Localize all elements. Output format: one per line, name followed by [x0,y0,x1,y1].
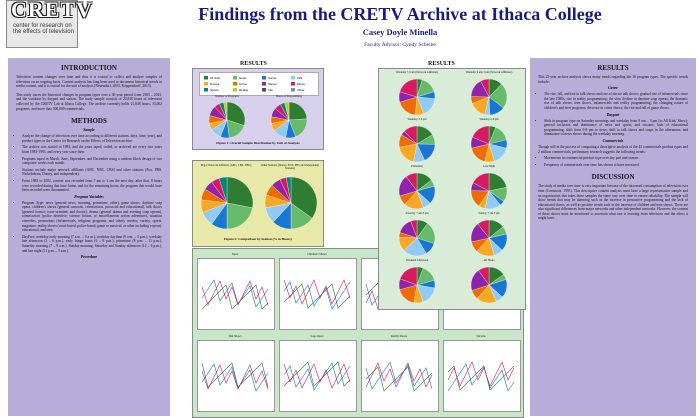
series-line [202,363,268,387]
figure-2-mini-title-2: Other Stations (Disney, FOX, PBS and Independent Stations) [260,164,320,170]
daypart-pie [397,171,437,211]
list-item: • The rise, fall, and rise in talk shows and rise of doctor talk shows; gradual rise of infomercials since the late 1980s; rise in reality programming; the slow decline in daytime soap operas; the dramatic rise of talk shows, teen shows, infomercials and reality programming; the changing nature of children's and teen programs; decrease in crime shows; the rise and fall of game shows. [544,92,688,110]
intro-paragraph-1: Television content changes over time and thus it is crucial to collect and analyze samples of television on an ongoing basis. Content analysis has long been used to document historical trends in media content, and it is crucial for the unit of analysis (Neuendorf, 2003; Krippendorff, 2013). [16,75,162,89]
results-heading-right: RESULTS [428,61,455,67]
legend-label: Game [268,76,277,80]
line-chart [197,340,275,412]
line-chart [443,340,521,412]
daypart-pie [469,171,509,211]
list-item: • Programs taped in March, June, September, and December using a random block design of two composite weeks each month. [22,157,162,166]
methods-heading: METHODS [71,117,107,126]
daypart-pie-title: Weekend Afternoon [405,259,429,262]
daypart-pie [469,124,509,164]
legend-swatch [233,82,237,86]
legend-swatch [262,82,266,86]
commercials-subheading: Commercials [602,138,624,143]
logo-subtitle: center for research on the effects of television [13,23,74,35]
program-variables-subheading: Program Variables [74,194,104,199]
figure-1-mini-title-2: Hours of Programming [276,95,302,98]
list-item: • DayPart: weekday early morning (7 a.m. – 9 a.m.), weekday daytime (9 a.m. – 3 p.m.), weekday late afternoon (3 – 6 p.m.), early fringe hours (6 – 8 p.m.), primetime (8 p.m. – 11 p.m.), Saturday morning (7 – 9 a.m.), Sunday morning, Saturday and Sunday afternoon (12 – 6 p.m.), and late night (11 p.m. – 3 a.m.). [22,235,162,253]
legend-label: Drama [210,82,220,86]
daypart-pie [469,77,509,117]
legend-swatch [291,88,295,92]
legend-label: All Kids [210,76,221,80]
introduction-heading: INTRODUCTION [60,64,117,72]
line-chart [279,340,357,412]
results-heading-left: RESULTS [240,61,267,67]
list-item: • Stations include major network affiliates (ABC, NBC, CBS) and other stations (Fox, PBS, Nickelodeon, Disney, and independent). [22,168,162,177]
series-line [202,364,268,391]
sample-subheading: Sample [83,128,95,133]
figure-1 [192,68,324,150]
pie-chart-other [263,175,319,231]
right-column [530,58,696,416]
discussion-heading: DISCUSSION [591,173,635,182]
legend-swatch [204,88,208,92]
legend-swatch [233,76,237,80]
daypart-pie-title: Saturday 7 am-3 pm [405,212,429,215]
daypart-pie [469,265,509,305]
figure-2-caption: Figure 2: Comparison by Station (% in Hours) [224,237,292,241]
genre-list [530,92,696,110]
daypart-pie-title: Weekday 6-8 pm [479,118,499,121]
legend-swatch [262,76,266,80]
daypart-pie-title: Sunday 7 am-3 pm [478,212,500,215]
line-chart-title: Soap Opera [310,335,324,338]
poster-author: Casey Doyle Minella [362,27,438,37]
pie-chart-programs [201,100,253,140]
figure-2-mini-title-1: Major Network Affiliates (ABC, CBS, NBC) [200,164,252,167]
legend-swatches [200,73,318,95]
results-heading: RESULTS [597,64,629,72]
legend-swatch [291,82,295,86]
line-chart-title: News [231,253,239,256]
line-chart-title: Children's Shows [307,253,327,256]
legend-label: Talk [297,76,303,80]
intro-paragraph-2: This study traces the historical changes in program types over a 30-year period from 1983 – 2013, and the variation by daypart and station. The study sample consists of 20,818 hours of television collected by the CRETV Lab at Ithaca College. The archive currently holds 21,848 hours, 33,002 programs, and more than 500,000 commercials. [16,92,162,111]
daypart-pie-title: Late Night [482,165,496,168]
daypart-pie-title: Weekday 7-9 am (Network Affiliates) [395,71,439,74]
poster-advisor: Faculty Advisor: Cyndy Scheibe [364,42,436,48]
list-item: • The archive was started in 1983, and the years taped, coded, or archived are every two years from 1983-1993, and every year since then. [22,145,162,154]
procedure-subheading: Procedure [80,255,98,260]
line-chart-title: Reality Shows [390,335,408,338]
legend-label: Movie [297,82,306,86]
line-chart [197,258,275,330]
daypart-pie-title: All Hours [483,259,495,262]
legend-label: Sitcom [268,82,278,86]
daypart-pie-title: Weekday 3-6 pm [407,118,427,121]
daypart-pie [397,265,437,305]
list-item: • Shift in program type on Saturday mornings and weekday from 9 am – 3 pm (to All Kids' Show); general inclusion and dominance of news and sports, and sitcoms; lack of educational programming; shift from 6-8 pm to news; shift to talk shows and soaps in the afternoons; and dominance of news shows during the weekday morning. [544,119,688,137]
figure-2 [192,160,324,247]
line-chart-plot [198,341,274,411]
poster-header [0,0,700,58]
legend-swatch [262,88,266,92]
list-item: • Program Type: news (general news, morning, primetime, other), game shows, daytime soap opera, children's shows (general cartoons, crime/action, prosocial and educational), talk shows (general format; issue-oriented; and doctor), drama (general drama and evening soap operas), crime/action (police detective, science fiction, or miscellaneous action adventure), situation comedies, promotions (infomercials, religious programs, and other), movies, variety, sports, magazine, reality shows (court-based, police-based, game or survival, or other including voyeur), educational, and teen. [22,201,162,233]
list-item: • Analyze the change of television over time according to different stations, days, time, year), and product types in the Center for Research on the Effects of Television archive. [22,134,162,143]
line-chart-plot [198,259,274,329]
discussion-paragraph: The study of media over time is very important because of the increased consumption of television over time (Comstock, 1991). This descriptive content analysis must have a large representative sample and an organization that takes these samples the same way over time to ensure reliability. The sample will show trends that may be alarming such as the increase in persuasive programming and the lack of educational shows, as well as positive trends such as the increase of children and teen shows. There are also significant differences from major networks and other independent networks. However, the content of these shows must be monitored to ascertain what one is learning from television and the effect it might have. [538,184,688,221]
figure-4 [378,68,526,310]
legend-label: Info [268,88,274,92]
legend-swatch [233,88,237,92]
commercials-intro: Though still in the process of computing a descriptive analysis of the 45 commercials product types and 2 million commercials, preliminary research suggests the following trends: [538,144,688,154]
sample-list [8,134,170,193]
line-chart-plot [280,259,356,329]
daypart-pie [397,218,437,258]
legend-label: Other [297,88,305,92]
list-item: • From 1983 to 2002, content was recorded from 7 am to 3 am the next day; after that, 8 hours were recorded during that time frame, and for the remaining hours, the program that would have been recorded were documented. [22,179,162,193]
daypart-list [530,119,696,137]
figure-1-caption: Figure 1: Overall Sample Distribution by Unit of Analysis [216,141,300,145]
daypart-pie-title: Primetime [411,165,423,168]
series-line [284,282,350,309]
daypart-subheading: Daypart [606,112,620,117]
commercials-list [530,156,696,167]
daypart-pie [469,218,509,258]
legend-swatch [204,82,208,86]
poster-title: Findings from the CRETV Archive at Ithaca College [198,4,602,24]
daypart-pie [397,77,437,117]
pie-slice [227,177,253,208]
legend-label: Reality [239,88,249,92]
results-intro: This 25-year archive analysis shows many trends regarding the 16 program types. The specific trends include: [538,75,688,84]
legend-label: Sports [210,88,219,92]
figure-1-mini-title-1: Number of Programs [215,95,239,98]
legend-swatch [204,76,208,80]
pie-chart-network [199,175,255,231]
line-chart-plot [444,341,520,411]
line-chart-title: Sitcoms [476,335,486,338]
line-chart-plot [362,341,438,411]
legend-label: Crime [239,82,247,86]
line-chart-plot [280,341,356,411]
line-chart [361,340,439,412]
list-item: • Movements in commercial product type over day part and season. [544,156,688,161]
genre-subheading: Genre [608,86,618,91]
pie-chart-hours [263,100,315,140]
pie-slice [289,102,307,120]
list-item: • Frequency of commercials over time has shown to have increased. [544,163,688,168]
left-column [8,58,170,416]
figure-1-legend [199,72,319,96]
daypart-pie [397,124,437,164]
logo-text: CRETV [11,0,94,22]
line-chart [279,258,357,330]
cretv-logo [6,0,94,48]
daypart-pie-title: Weekday 9 am-3 pm (Network Affiliates) [465,71,513,74]
program-variables-list [8,201,170,254]
line-chart-title: Talk Shows [228,335,242,338]
legend-label: News [239,76,247,80]
legend-swatch [291,76,295,80]
